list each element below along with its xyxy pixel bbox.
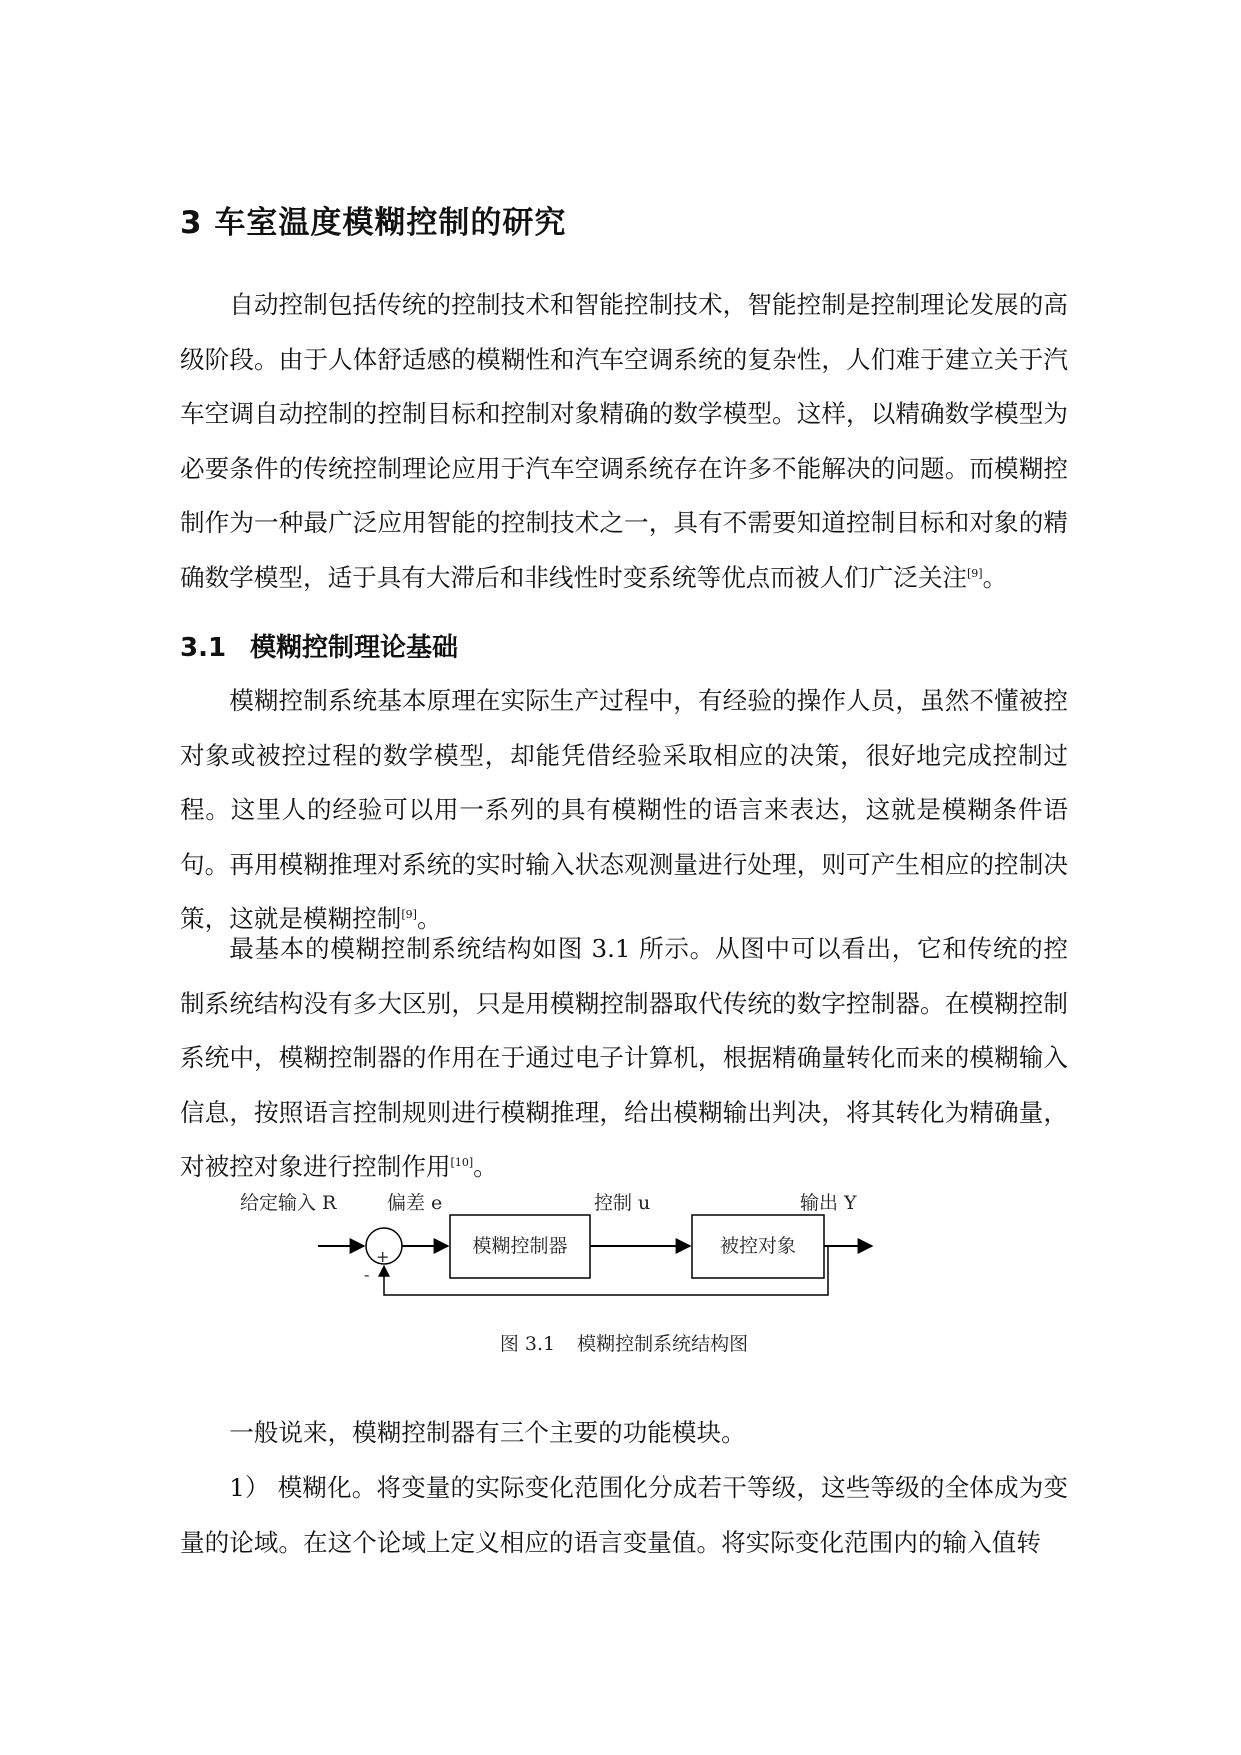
paragraph-structure-text: 最基本的模糊控制系统结构如图 3.1 所示。从图中可以看出，它和传统的控制系统结构没有多大区别，只是用模糊控制器取代传统的数字控制器。在模糊控制系统中，模糊控制器的作用在于通过电子计算机，根据精确量转化而来的模糊输入信息，按照语言控制规则进行模糊推理，给出模糊输出判决，将其转化为精确量，对被控对象进行控制作用: [180, 934, 1068, 1181]
control-label: 控制 u: [594, 1192, 651, 1214]
section-heading: [180, 630, 1080, 666]
plus-sign: +: [376, 1247, 390, 1266]
controller-label: 模糊控制器: [472, 1235, 568, 1257]
citation-10: [10]: [450, 1155, 474, 1169]
paragraph-intro: [180, 278, 1068, 605]
paragraph-principle-end: 。: [416, 904, 442, 933]
section-title: 模糊控制理论基础: [250, 633, 459, 663]
output-label: 输出 Y: [800, 1192, 857, 1214]
citation-9: [9]: [967, 566, 983, 580]
paragraph-fuzzification: 1） 模糊化。将变量的实际变化范围化分成若干等级，这些等级的全体成为变量的论域。在这个论域上定义相应的语言变量值。将实际变化范围内的输入值转: [180, 1473, 1068, 1557]
paragraph-principle-text: 模糊控制系统基本原理在实际生产过程中，有经验的操作人员，虽然不懂被控对象或被控过程的数学模型，却能凭借经验采取相应的决策，很好地完成控制过程。这里人的经验可以用一系列的具有模糊性的语言来表达，这就是模糊条件语句。再用模糊推理对系统的实时输入状态观测量进行处理，则可产生相应的控制决策，这就是模糊控制: [180, 686, 1068, 933]
block-diagram: [240, 1190, 960, 1320]
paragraph-principle: [180, 674, 1068, 947]
paragraph-modules: 一般说来，模糊控制器有三个主要的功能模块。: [229, 1418, 746, 1447]
figure-caption: [180, 1331, 1068, 1357]
error-label: 偏差 e: [387, 1192, 443, 1214]
chapter-heading: 3 车室温度模糊控制的研究: [180, 205, 567, 241]
figure-caption-text: 模糊控制系统结构图: [577, 1333, 749, 1355]
section-number: 3.1: [180, 633, 227, 663]
paragraph-structure-end: 。: [473, 1152, 498, 1181]
paragraph-intro-end: 。: [982, 562, 1008, 592]
paragraph-structure: [180, 922, 1068, 1195]
input-label: 给定输入 R: [240, 1192, 337, 1214]
citation-9b: [9]: [401, 907, 417, 921]
paragraph-intro-text: 自动控制包括传统的控制技术和智能控制技术，智能控制是控制理论发展的高级阶段。由于人体舒适感的模糊性和汽车空调系统的复杂性，人们难于建立关于汽车空调自动控制的控制目标和控制对象精确的数学模型。这样，以精确数学模型为必要条件的传统控制理论应用于汽车空调系统存在许多不能解决的问题。而模糊控制作为一种最广泛应用智能的控制技术之一，具有不需要知道控制目标和对象的精确数学模型，适于具有大滞后和非线性时变系统等优点而被人们广泛关注: [180, 290, 1068, 592]
minus-sign: -: [364, 1265, 370, 1284]
plant-label: 被控对象: [719, 1235, 796, 1257]
figure-caption-number: 图 3.1: [499, 1333, 556, 1355]
